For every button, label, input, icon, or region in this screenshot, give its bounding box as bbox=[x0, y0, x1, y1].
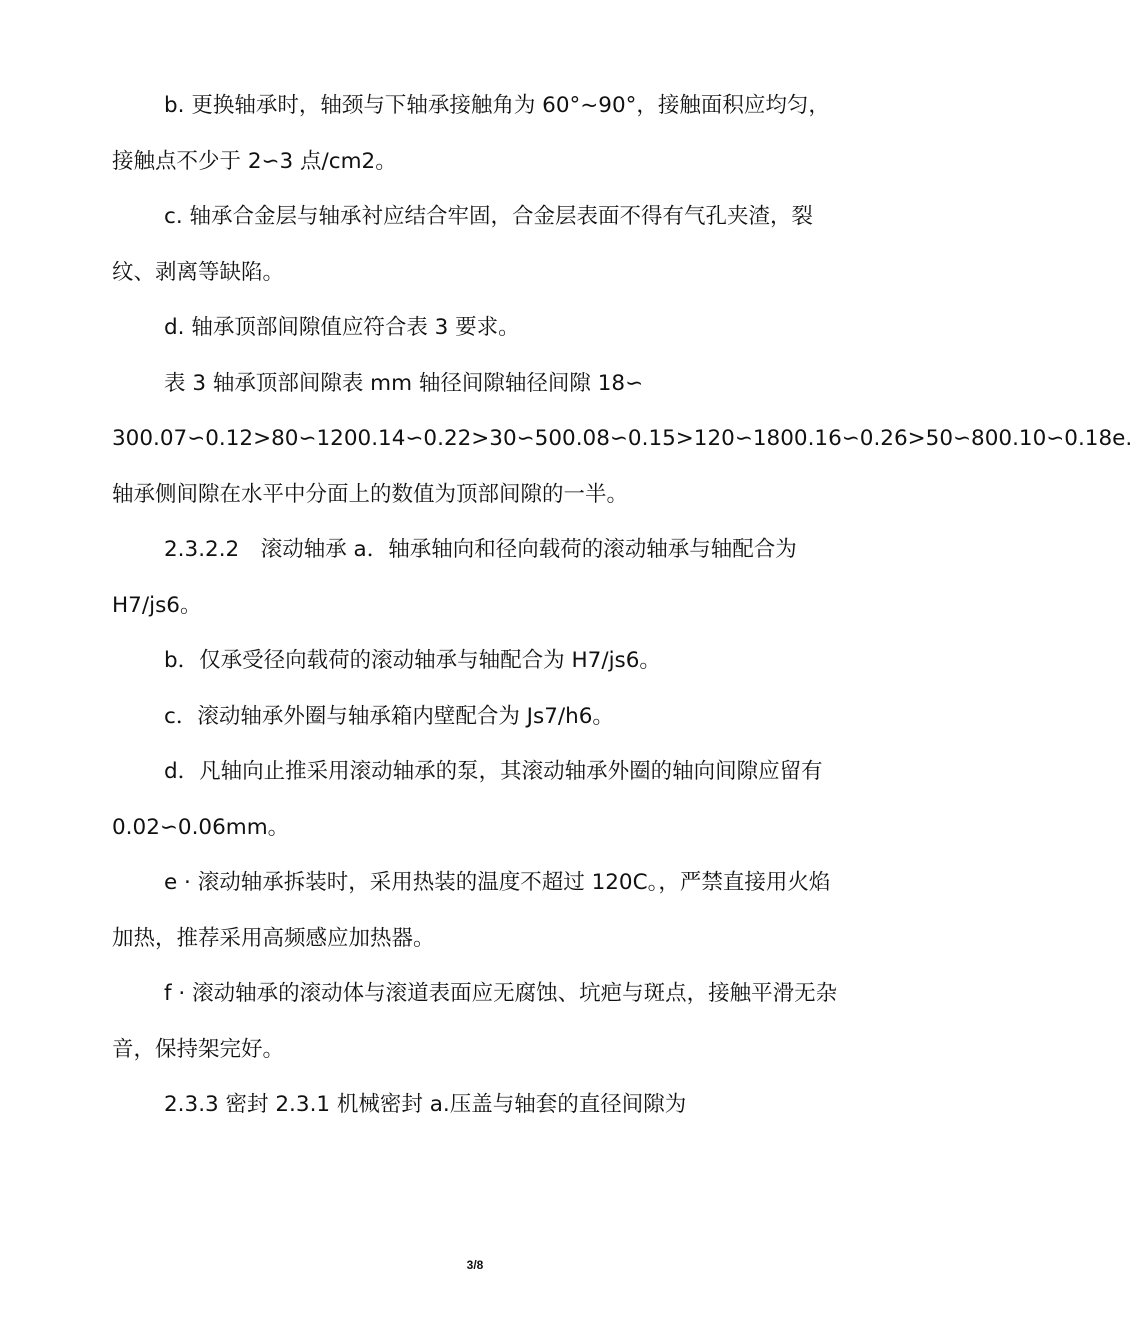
paragraph-seal-heading: 2.3.3 密封 2.3.1 机械密封 a.压盖与轴套的直径间隙为 bbox=[164, 1092, 687, 1117]
paragraph-b-bearing-contact: b. 更换轴承时，轴颈与下轴承接触角为 60°~90°，接触面积应均匀，接触点不少于 2∽3 点/cm2。 bbox=[112, 93, 830, 174]
paragraph-d-top-clearance: d. 轴承顶部间隙值应符合表 3 要求。 bbox=[164, 315, 520, 340]
body-text bbox=[112, 78, 1132, 1133]
page-number: 3/8 bbox=[466, 1258, 484, 1272]
paragraph-rolling-bearing-f: f · 滚动轴承的滚动体与滚道表面应无腐蚀、坑疤与斑点，接触平滑无杂音，保持架完好。 bbox=[112, 981, 838, 1062]
paragraph-table-3-values: 300.07∽0.12>80∽1200.14∽0.22>30∽500.08∽0.15>120∽1800.16∽0.26>50∽800.10∽0.18e.轴承侧间隙在水平中分面上的数值为顶部间隙的一半。 bbox=[112, 426, 1132, 507]
paragraph-rolling-bearing-b: b．仅承受径向载荷的滚动轴承与轴配合为 H7/js6。 bbox=[164, 648, 661, 673]
paragraph-rolling-bearing-c: c．滚动轴承外圈与轴承箱内壁配合为 Js7/h6。 bbox=[164, 703, 614, 729]
paragraph-table-3-title: 表 3 轴承顶部间隙表 mm 轴径间隙轴径间隙 18∽ bbox=[164, 370, 644, 396]
paragraph-rolling-bearing-e: e · 滚动轴承拆装时，采用热装的温度不超过 120C。，严禁直接用火焰加热，推荐采用高频感应加热器。 bbox=[112, 870, 831, 951]
paragraph-c-alloy-layer: c. 轴承合金层与轴承衬应结合牢固，合金层表面不得有气孔夹渣，裂纹、剥离等缺陷。 bbox=[112, 204, 813, 285]
paragraph-rolling-bearing-d: d．凡轴向止推采用滚动轴承的泵，其滚动轴承外圈的轴向间隙应留有 0.02∽0.06mm。 bbox=[112, 759, 823, 840]
paragraph-rolling-bearing-a: 2.3.2.2 滚动轴承 a．轴承轴向和径向载荷的滚动轴承与轴配合为 H7/js6。 bbox=[112, 537, 797, 618]
